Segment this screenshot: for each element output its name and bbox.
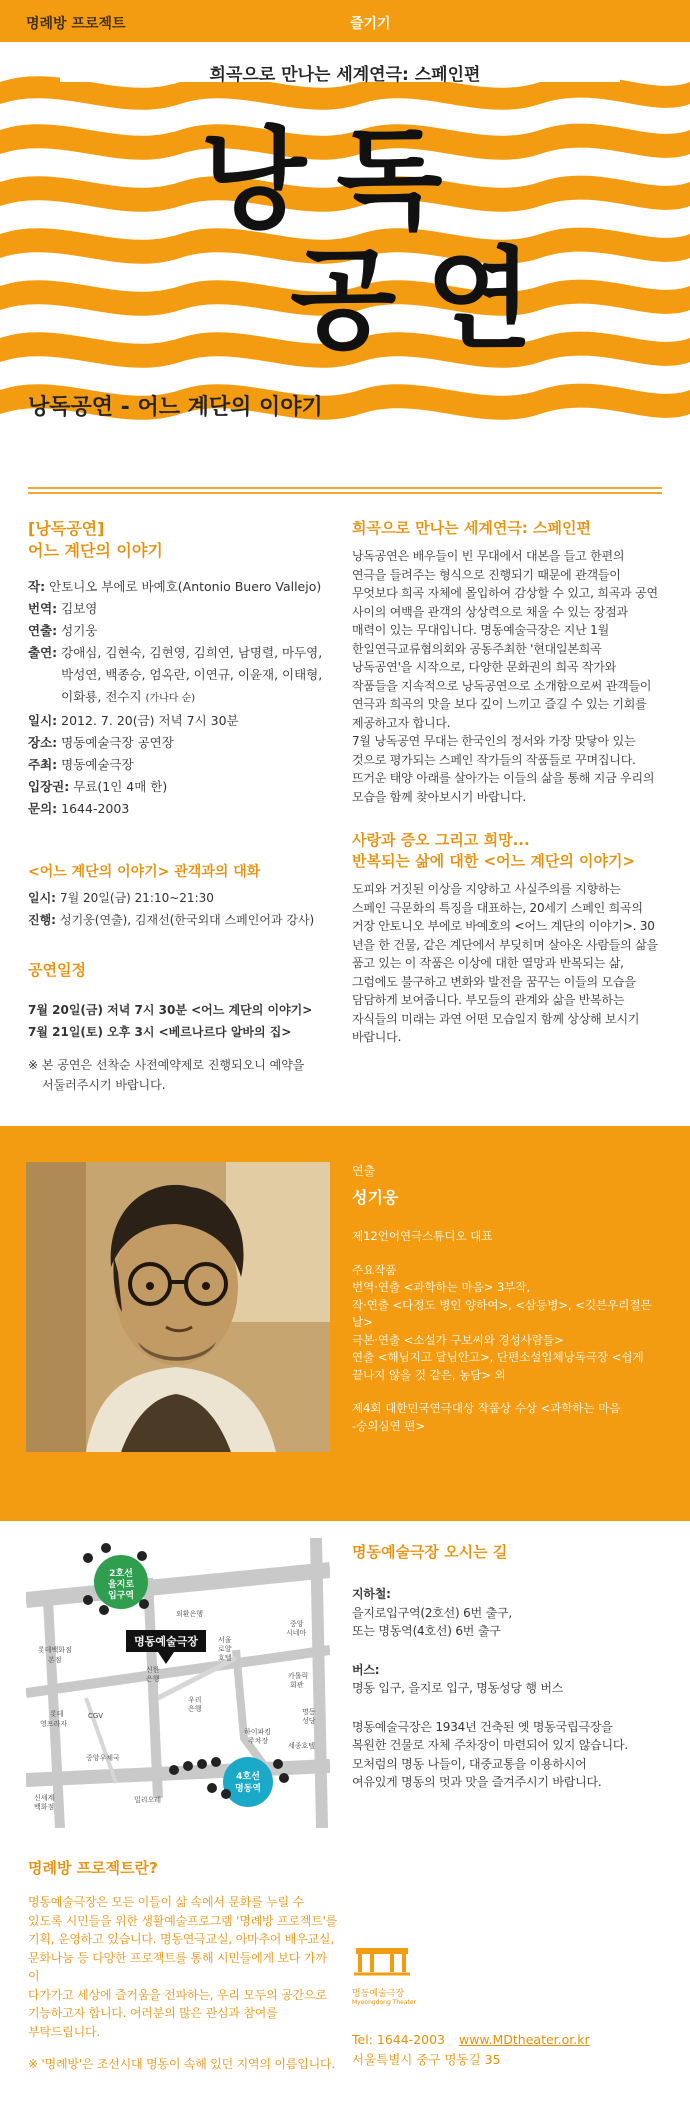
info-key: 작: <box>28 579 46 594</box>
intro-line: 낭독공연'을 시작으로, 다양한 문화권의 희곡 작가와 <box>352 660 617 674</box>
intro-line: 매력이 있는 무대입니다. 명동예술극장은 지난 1월 <box>352 623 609 637</box>
story-line: 바랍니다. <box>352 1030 402 1044</box>
divider <box>28 492 662 494</box>
schedule-line: 7월 21일(토) 오후 3시 <베르나르다 알바의 집> <box>28 1025 292 1039</box>
map-label-cathedral1: 명동 <box>302 1708 316 1716</box>
info-value: 무료(1인 4매 한) <box>73 779 168 794</box>
info-value: 명동예술극장 <box>61 757 134 772</box>
about-line: 다가가고 세상에 즐거움을 전파하는, 우리 모두의 공간으로 <box>28 1987 327 2002</box>
about-line: 있도록 시민들을 위한 생활예술프로그램 '명례방 프로젝트'를 <box>28 1913 338 1928</box>
map-label-hyp1: 하이파킹 <box>244 1728 272 1736</box>
cast-list: 강애심, 김현숙, 김현영, 김희연, 남명렬, 마두영, 박성연, 백종승, 엄옥란, 이연규, 이윤재, 이태형, 이화룡, 전수지 <box>61 645 323 704</box>
audience-talk <box>28 862 328 931</box>
info-row <box>28 887 328 909</box>
work-line: 작·연출 <다정도 병인 양하여>, <삼등병>, <깃븐우리절믄날> <box>352 1297 652 1329</box>
story-line: 자식들의 미래는 과연 어떤 모습일지 함께 상상해 보시기 <box>352 1011 640 1026</box>
project-label: 명례방 프로젝트 <box>26 16 126 32</box>
intro-line: 무엇보다 희곡 자체에 몰입하여 감상할 수 있고, 희곡과 공연 <box>352 586 658 600</box>
info-value: 김보영 <box>61 601 98 616</box>
directions-section <box>352 1542 662 1792</box>
directions-title: 명동예술극장 오시는 길 <box>352 1543 508 1561</box>
map-label-young1: 롯데 <box>50 1710 64 1718</box>
intro-line: 작품들을 지속적으로 낭독공연으로 소개함으로써 관객들이 <box>352 678 652 693</box>
intro-line: 제공하고자 합니다. <box>352 715 451 730</box>
info-key: 일시: <box>28 713 58 728</box>
intro-line: 것으로 평가되는 스페인 작가들의 작품들로 꾸며집니다. <box>352 752 636 767</box>
story-section <box>352 830 662 1047</box>
info-key: 장소: <box>28 735 58 750</box>
story-body <box>352 880 662 1047</box>
about-line: 기능하고자 합니다. 여러분의 많은 관심과 참여를 <box>28 2006 278 2020</box>
info-value: 7월 20일(금) 21:10~21:30 <box>59 891 214 905</box>
about-section <box>28 1858 338 2074</box>
map-station-2-line3: 입구역 <box>107 1591 135 1601</box>
directions-line: 복원한 건물로 자체 주차장이 마련되어 있지 않습니다. <box>352 1738 628 1752</box>
map-theater-label: 명동예술극장 <box>134 1635 198 1648</box>
work-line: 끝나지 않을 것 같은, 농담> 외 <box>352 1367 506 1382</box>
info-value: 1644-2003 <box>61 801 130 816</box>
map-label-woori1: 우리 <box>188 1696 202 1704</box>
info-key: 입장권: <box>28 779 70 794</box>
directions-line: 모처럼의 명동 나들이, 대중교통을 이용하시어 <box>352 1756 587 1771</box>
info-key: 주최: <box>28 757 58 772</box>
story-line: 그럼에도 불구하고 변화와 발전을 꿈꾸는 이들의 모습을 <box>352 974 636 989</box>
directions-body <box>352 1718 662 1792</box>
about-line: 기획, 운영하고 있습니다. 명동연극교실, 아마추어 배우교실, <box>28 1932 334 1946</box>
map-label-cgv: CGV <box>88 1712 104 1720</box>
about-title: 명례방 프로젝트란? <box>28 1859 158 1877</box>
schedule-note: ※ 본 공연은 선착순 사전예약제로 진행되오니 예약을 <box>28 1058 305 1072</box>
schedule-title: 공연일정 <box>28 961 86 979</box>
divider <box>28 487 662 489</box>
director-bio <box>352 1162 662 1435</box>
info-row <box>28 732 328 754</box>
map-label-kebank: 외환은행 <box>176 1610 204 1618</box>
portrait-illustration <box>26 1162 330 1452</box>
subway-label: 지하철: <box>352 1587 391 1601</box>
intro-line: 연극과 희곡의 맛을 보다 깊이 느끼고 즐길 수 있는 기회를 <box>352 697 647 711</box>
map-label-lotte-main: 본점 <box>48 1656 62 1664</box>
hero-subtitle: 희곡으로 만나는 세계연극: 스페인편 <box>209 65 481 85</box>
map-label-hyp2: 주차장 <box>248 1737 269 1745</box>
info-row <box>28 754 328 776</box>
subway-line: 을지로입구역(2호선) 6번 출구, <box>352 1605 512 1620</box>
hero-banner <box>0 42 690 462</box>
bus-text: 명동 입구, 을지로 입구, 명동성당 행 버스 <box>352 1681 564 1695</box>
intro-section <box>352 518 662 806</box>
info-row <box>28 909 328 931</box>
map-label-catholic2: 회관 <box>290 1681 304 1689</box>
schedule-note: 서둘러주시기 바랍니다. <box>42 1078 166 1092</box>
info-row <box>28 798 328 820</box>
info-row <box>28 642 328 710</box>
map-station-2-line2: 을지로 <box>107 1580 135 1590</box>
audience-talk-title: <어느 계단의 이야기> 관객과의 대화 <box>28 864 261 880</box>
info-title-line1: [낭독공연] <box>28 519 105 538</box>
map-label-shinsegae2: 백화점 <box>34 1803 55 1811</box>
website-link[interactable]: www.MDtheater.or.kr <box>458 2032 590 2047</box>
map-label-woori2: 은행 <box>188 1705 202 1713</box>
about-body <box>28 1893 338 2041</box>
intro-body <box>352 547 662 806</box>
info-key: 번역: <box>28 601 58 616</box>
works-heading: 주요작품 <box>352 1262 397 1277</box>
info-key: 진행: <box>28 913 56 927</box>
map-label-chinese1: 중앙 <box>290 1620 304 1628</box>
director-photo <box>26 1162 330 1452</box>
bus-label: 버스: <box>352 1662 380 1677</box>
show-title: 낭독공연 - 어느 계단의 이야기 <box>28 395 323 420</box>
work-line: 극본·연출 <소설가 구보씨와 경성사람들> <box>352 1332 564 1347</box>
map-station-4-line2: 명동역 <box>234 1784 262 1794</box>
directions-line: 여유있게 명동의 멋과 맛을 즐겨주시기 바랍니다. <box>352 1775 602 1789</box>
map-label-milliore: 밀리오레 <box>134 1796 162 1804</box>
info-row <box>28 620 328 642</box>
address: 서울특별시 중구 명동길 35 <box>352 2052 501 2067</box>
about-note: ※ '명례방'은 조선시대 명동이 속해 있던 지역의 이름입니다. <box>28 2057 335 2071</box>
info-row <box>28 576 328 598</box>
info-list <box>28 576 328 820</box>
top-bar <box>0 0 690 42</box>
audience-talk-list <box>28 887 328 931</box>
story-line: 품고 있는 이 작품은 이상에 대한 열망과 반복되는 삶, <box>352 956 624 970</box>
story-title-line1: 사랑과 증오 그리고 희망... <box>352 831 530 849</box>
map-graphic <box>26 1538 330 1828</box>
map-label-chinese2: 시네마 <box>286 1629 307 1637</box>
intro-title: 희곡으로 만나는 세계연극: 스페인편 <box>352 519 592 537</box>
contact-info <box>352 2030 590 2070</box>
work-line: 번역·연출 <과학하는 마음> 3부작, <box>352 1280 531 1294</box>
directions-line: 명동예술극장은 1934년 건축된 옛 명동국립극장을 <box>352 1719 613 1734</box>
director-role: 연출 <box>352 1164 376 1178</box>
intro-line: 뜨거운 태양 아래를 살아가는 이들의 삶을 통해 지금 우리의 <box>352 771 655 785</box>
map-label-post: 중앙우체국 <box>86 1754 120 1762</box>
info-row <box>28 710 328 732</box>
info-value: 성기웅(연출), 김재선(한국외대 스페인어과 강사) <box>59 913 315 927</box>
story-line: 거장 안토니오 부에로 바예호의 <어느 계단의 이야기>. 30 <box>352 919 655 933</box>
info-value: 성기웅 <box>61 623 98 638</box>
story-line: 스페인 극문화의 특징을 대표하는, 20세기 스페인 희곡의 <box>352 900 643 915</box>
info-row <box>28 776 328 798</box>
story-title-line2: 반복되는 삶에 대한 <어느 계단의 이야기> <box>352 852 636 870</box>
intro-line: 연극을 들려주는 형식으로 진행되기 때문에 관객들이 <box>352 567 621 582</box>
theater-logo <box>352 1942 416 2006</box>
story-line: 도피와 거짓된 이상을 지양하고 사실주의를 지향하는 <box>352 882 621 896</box>
director-affiliation: 제12언어연극스튜디오 대표 <box>352 1229 493 1243</box>
director-name: 성기웅 <box>352 1188 399 1207</box>
intro-line: 7월 낭독공연 무대는 한국인의 정서와 가장 맞닿아 있는 <box>352 734 636 748</box>
map-label-shinhan1: 신한 <box>146 1666 160 1674</box>
intro-line: 사이의 여백을 관객의 상상력으로 채울 수 있는 장점과 <box>352 604 628 619</box>
info-value: 명동예술극장 공연장 <box>61 735 174 750</box>
info-key: 일시: <box>28 891 56 905</box>
info-key: 문의: <box>28 801 58 816</box>
schedule-line: 7월 20일(금) 저녁 7시 30분 <어느 계단의 이야기> <box>28 1003 313 1017</box>
hero-title-line1: 낭독 <box>200 116 473 244</box>
director-section <box>0 1126 690 1521</box>
performance-info <box>28 518 328 820</box>
theater-logo-icon <box>352 1942 412 1978</box>
intro-line: 한일연극교류협의회와 공동주최한 '현대일본희곡 <box>352 641 602 656</box>
location-map <box>26 1538 330 1828</box>
schedule <box>28 960 328 1095</box>
map-label-young2: 영프라자 <box>40 1720 68 1728</box>
map-station-2-line1: 2호선 <box>109 1569 133 1579</box>
hero-title-line2: 공연 <box>290 236 563 364</box>
info-key: 출연: <box>28 645 58 660</box>
info-key: 연출: <box>28 623 58 638</box>
map-label-seoul3: 호텔 <box>218 1654 232 1662</box>
map-label-shinsegae1: 신세계 <box>34 1794 55 1802</box>
intro-line: 낭독공연은 배우들이 빈 무대에서 대본을 들고 한편의 <box>352 549 625 563</box>
map-label-seoul1: 서울 <box>218 1636 232 1644</box>
about-line: 명동예술극장은 모든 이들이 삶 속에서 문화를 누릴 수 <box>28 1895 304 1909</box>
category-label: 즐기기 <box>350 16 391 32</box>
map-label-seoul2: 로얄 <box>218 1645 232 1653</box>
story-line: 년을 한 건물, 같은 계단에서 부딪히며 살아온 사람들의 삶을 <box>352 937 658 952</box>
info-value: 2012. 7. 20(금) 저녁 7시 30분 <box>61 713 239 728</box>
logo-text: 명동예술극장 <box>352 1989 405 1999</box>
logo-subtext: Myeongdong Theater <box>352 1999 417 2006</box>
map-label-lotte: 롯데백화점 <box>38 1646 72 1654</box>
tel: Tel: 1644-2003 <box>352 2032 445 2047</box>
info-value <box>61 642 328 710</box>
intro-line: 모습을 함께 찾아보시기 바랍니다. <box>352 789 526 804</box>
work-line: 연출 <해님지고 달님안고>, 단편소설입체낭독극장 <쉽게 <box>352 1350 644 1364</box>
subway-line: 또는 명동역(4호선) 6번 출구 <box>352 1624 501 1638</box>
award-line: -숭의심연 편> <box>352 1418 425 1433</box>
map-station-4-line1: 4호선 <box>236 1772 260 1782</box>
about-line: 문화나눔 등 다양한 프로젝트를 통해 시민들에게 보다 가까이 <box>28 1950 327 1983</box>
map-label-cathedral2: 성당 <box>302 1717 316 1725</box>
story-line: 담담하게 보여줍니다. 부모들의 관계와 삶을 반복하는 <box>352 993 625 1007</box>
award-line: 제4회 대한민국연극대상 작품상 수상 <과학하는 마음 <box>352 1401 621 1415</box>
info-title-line2: 어느 계단의 이야기 <box>28 541 163 560</box>
map-label-shinhan2: 은행 <box>146 1675 160 1683</box>
info-row <box>28 598 328 620</box>
cast-note: (가나다 순) <box>145 693 196 704</box>
map-label-catholic1: 카톨릭 <box>288 1672 309 1680</box>
map-label-sejong: 세종호텔 <box>288 1742 316 1750</box>
about-line: 부탁드립니다. <box>28 2024 100 2039</box>
info-value: 안토니오 부에로 바예호(Antonio Buero Vallejo) <box>49 579 322 594</box>
